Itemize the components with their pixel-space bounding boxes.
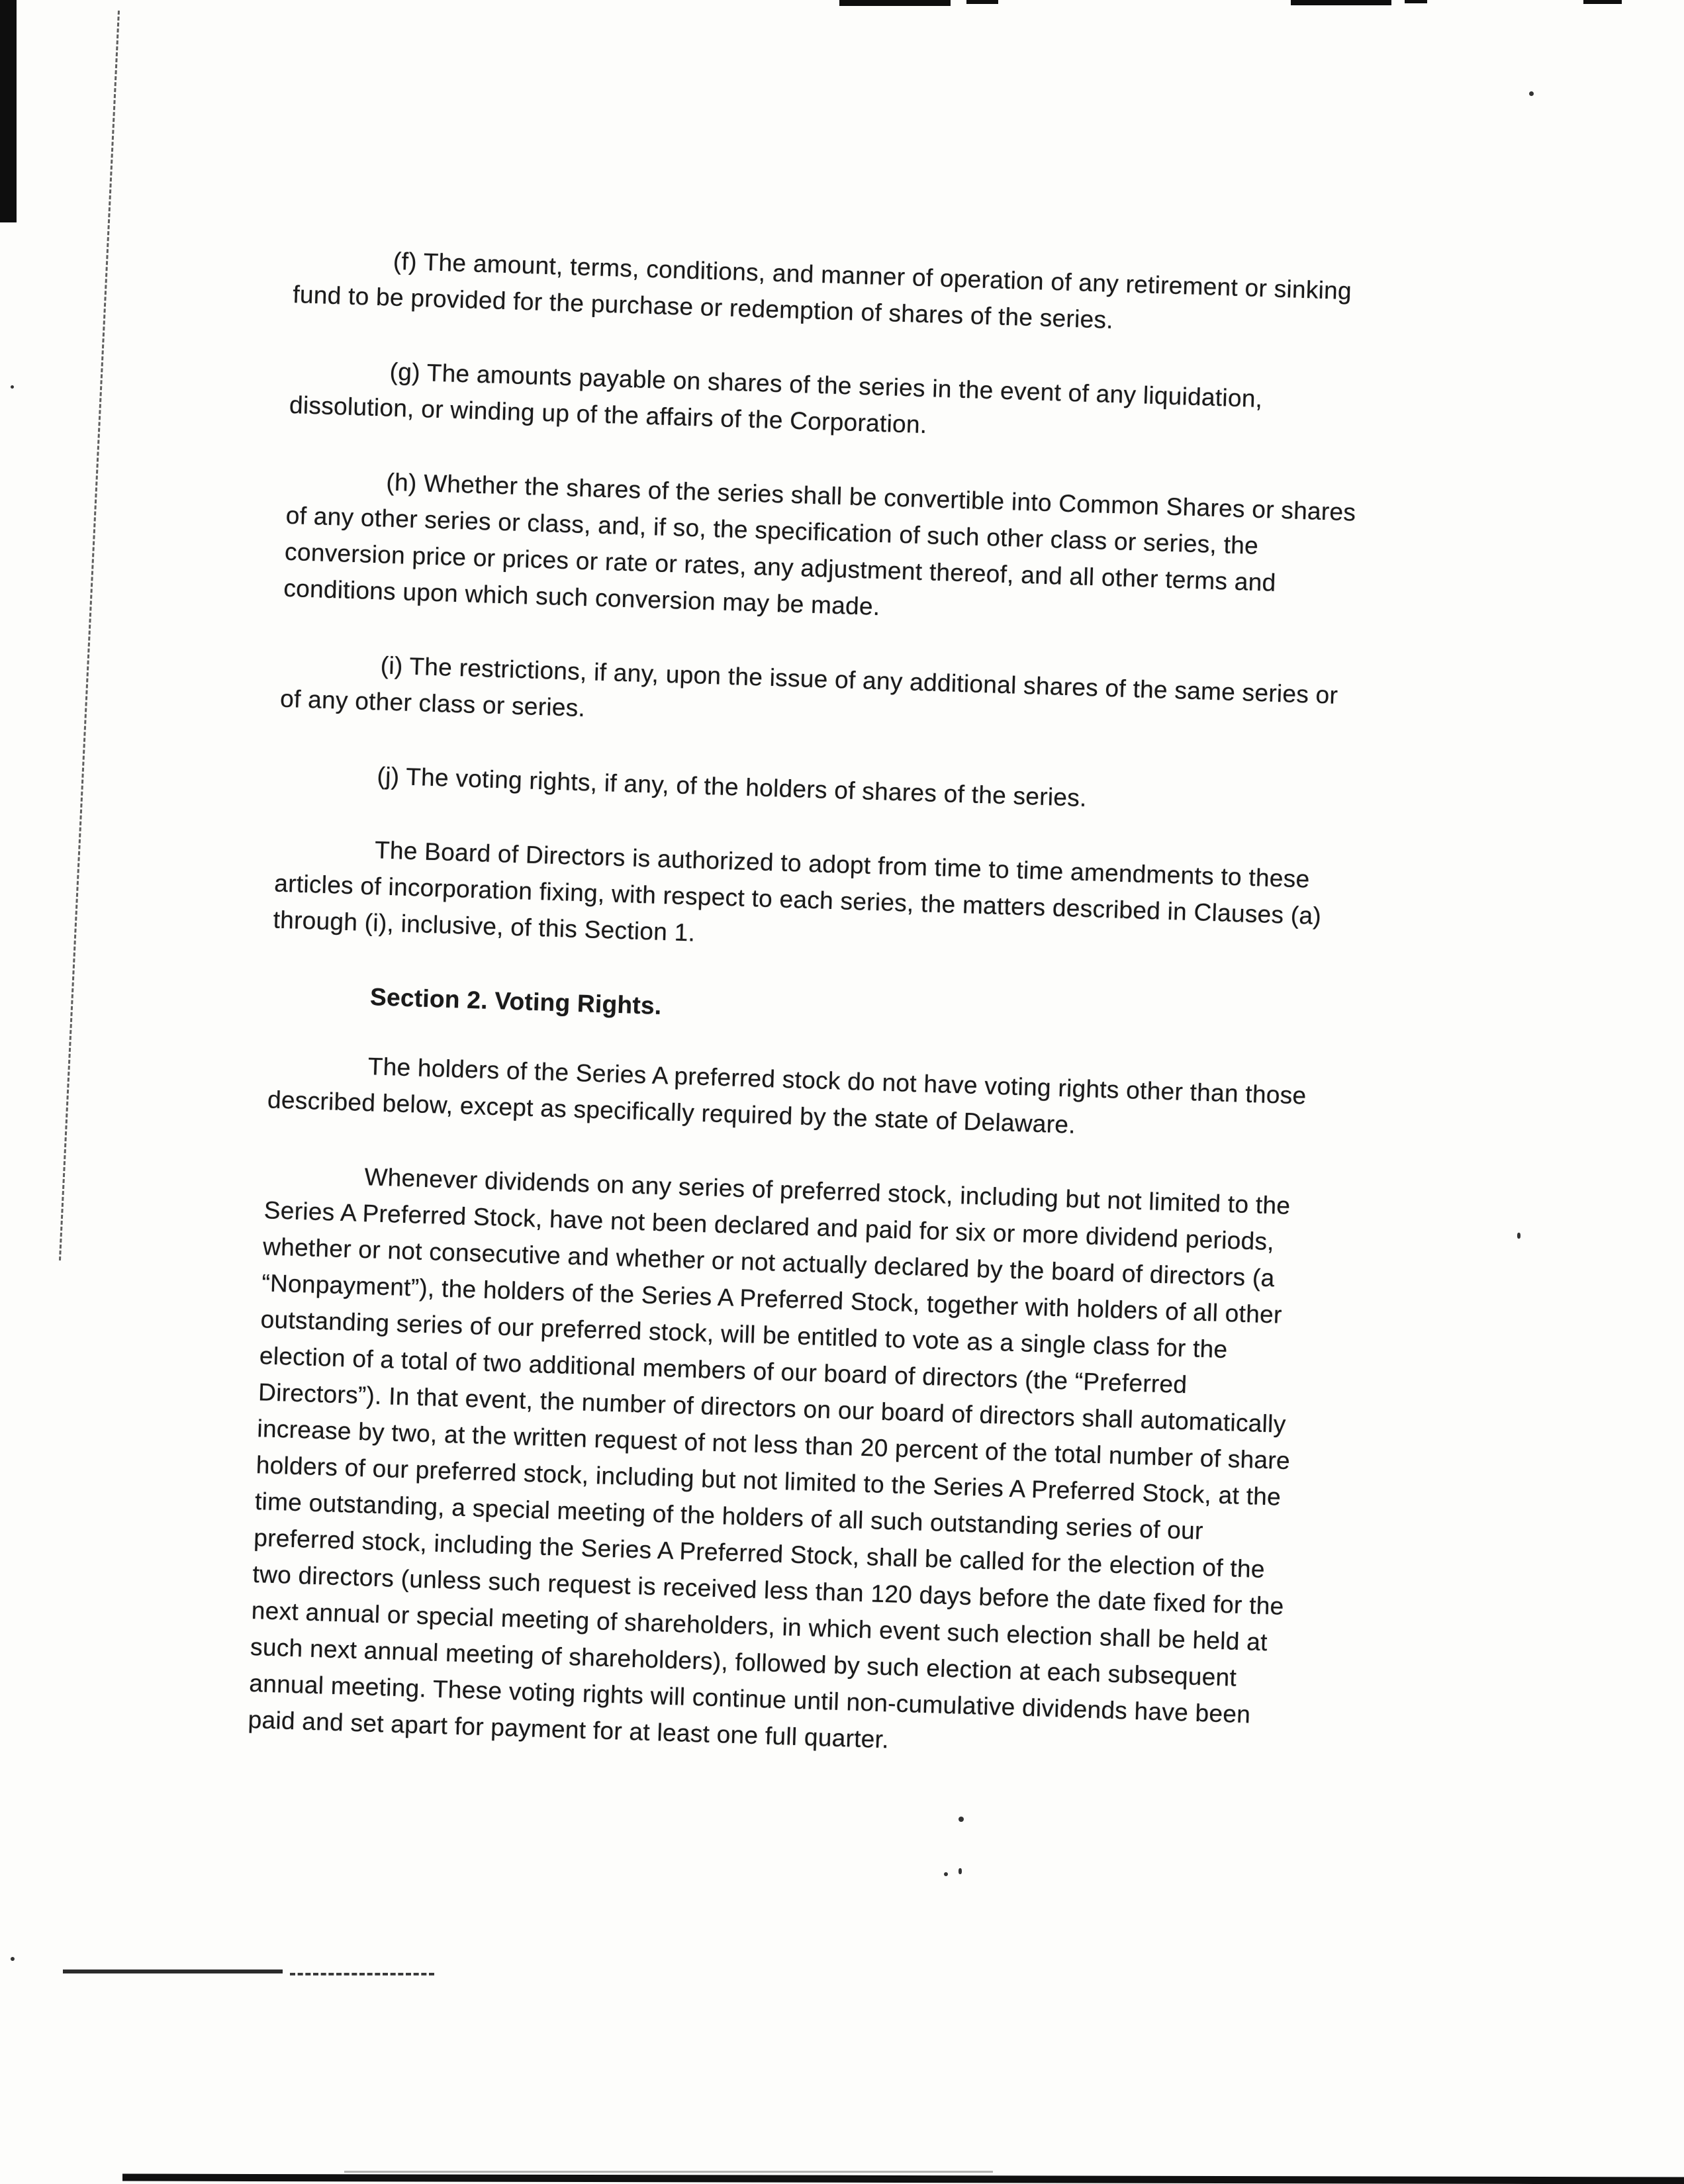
scan-artifact-top-edge-mark <box>839 0 951 6</box>
clause-j-paragraph: (j) The voting rights, if any, of the holders of shares of the series. <box>376 762 1088 812</box>
nonpayment-paragraph: Whenever dividends on any series of preferred stock, including but not limited to the Series A Preferred Stock, have not been declared and paid for six or more dividend periods, whether or not consecutive and whether or not actually declared by the board of directors (a “Nonpayment”), the holders of the Series A Preferred Stock, together with holders of all other outstanding series of our preferred stock, will be entitled to vote as a single class for the election of a total of two additional members of our board of directors (the “Preferred Directors”). In that event, the number of directors on our board of directors shall automatically increase by two, at the written request of not less than 20 percent of the total number of share holders of our preferred stock, including but not limited to the Series A Preferred Stock, at the time outstanding, a special meeting of the holders of all such outstanding series of our preferred stock, including the Series A Preferred Stock, shall be called for the election of the two directors (unless such request is received less than 120 days before the date fixed for the next annual or special meeting of shareholders, in which event such election shall be held at such next annual meeting of shareholders), followed by such election at each subsequent annual meeting. These voting rights will continue until non-cumulative dividends have been paid and set apart for payment for at least one full quarter. <box>248 1163 1291 1754</box>
scan-artifact-bottom-edge-faint-line <box>344 2171 993 2173</box>
scan-artifact-top-edge-mark <box>966 0 998 4</box>
scan-artifact-footer-line <box>63 1970 283 1973</box>
scan-artifact-top-edge-mark <box>1405 0 1427 3</box>
scan-artifact-top-edge-mark <box>1291 0 1391 5</box>
scan-artifact-margin-fold-line <box>59 11 120 1260</box>
board-of-directors-paragraph: The Board of Directors is authorized to adopt from time to time amendments to these articles of incorporation fixing, with respect to each series, the matters described in Clauses (a) through (i), inclusive, of this Section 1. <box>273 836 1322 947</box>
clause-h-paragraph: (h) Whether the shares of the series shall be convertible into Common Shares or shares of any other series or class, and, if so, the specification of such other class or series, the conversion price or prices or rate or rates, any adjustment thereof, and all other terms and conditions upon which such conversion may be made. <box>283 468 1356 621</box>
ink-speck <box>11 1957 15 1961</box>
page-content <box>246 240 1578 1816</box>
clause-i-paragraph: (i) The restrictions, if any, upon the issue of any additional shares of the same series or of any other class or series. <box>279 651 1338 722</box>
voting-rights-intro-paragraph: The holders of the Series A preferred stock do not have voting rights other than those described below, except as specifically required by the state of Delaware. <box>267 1053 1307 1139</box>
scan-artifact-left-bar <box>0 0 17 222</box>
clause-g-paragraph: (g) The amounts payable on shares of the series in the event of any liquidation, dissolution, or winding up of the affairs of the Corporation. <box>289 357 1263 439</box>
scan-artifact-bottom-edge-band <box>122 2174 1684 2184</box>
ink-speck <box>959 1817 964 1822</box>
scan-artifact-top-edge-mark <box>1583 0 1622 4</box>
ink-speck <box>944 1872 948 1876</box>
ink-speck <box>1529 91 1534 96</box>
scan-artifact-footer-dashes <box>290 1973 434 1975</box>
clause-f-paragraph: (f) The amount, terms, conditions, and manner of operation of any retirement or sinking fund to be provided for the purchase or redemption of shares of the series. <box>292 247 1352 334</box>
ink-speck <box>11 385 14 389</box>
ink-speck <box>959 1868 962 1874</box>
section-2-heading: Section 2. Voting Rights. <box>369 983 663 1020</box>
